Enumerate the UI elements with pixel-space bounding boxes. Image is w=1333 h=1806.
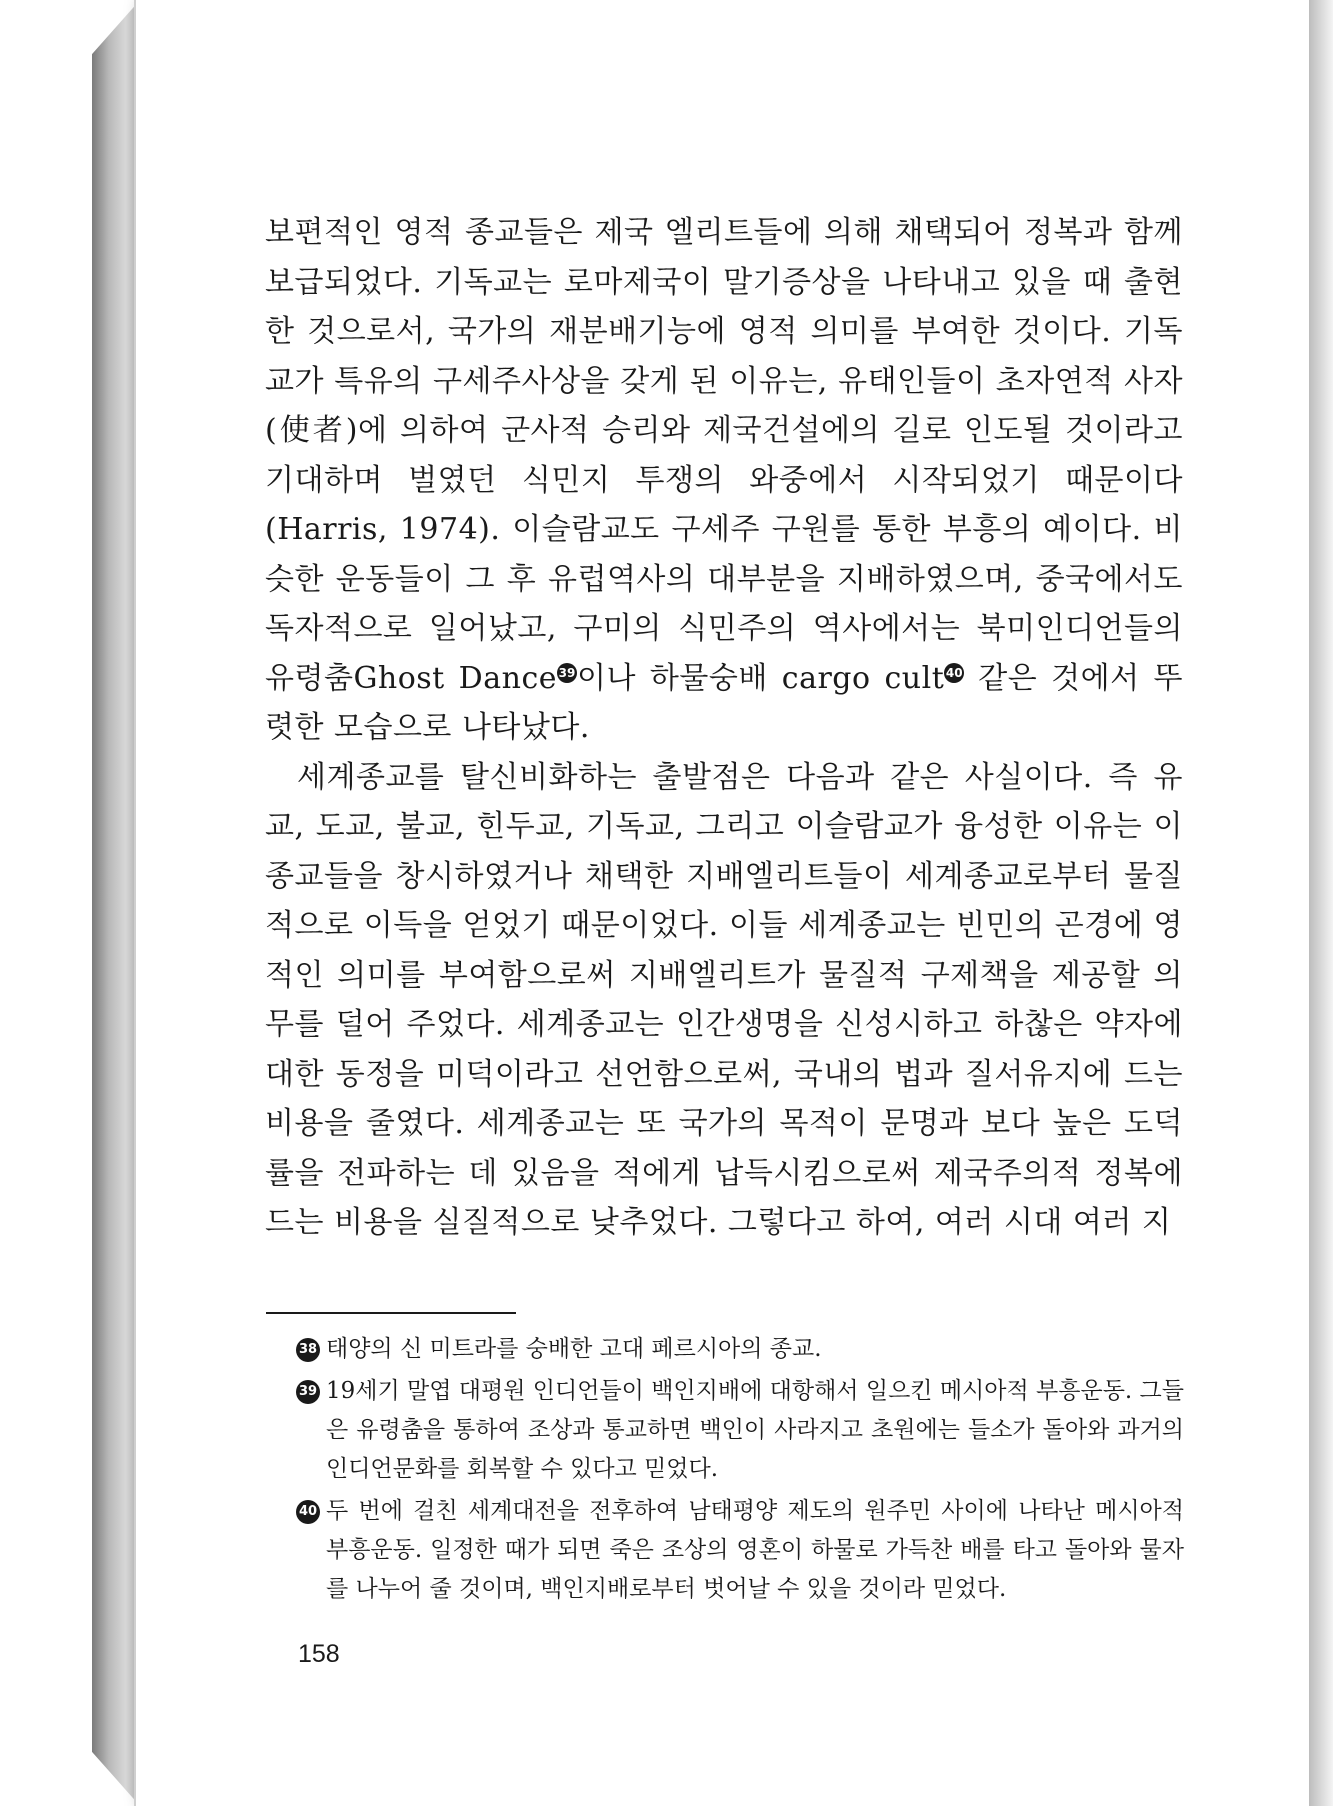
footnote-text: 태양의 신 미트라를 숭배한 고대 페르시아의 종교. (326, 1336, 822, 1362)
paragraph-1-text-b: 이나 하물숭배 cargo cult (577, 660, 945, 696)
footnotes (296, 1330, 1184, 1612)
footnote-text: 19세기 말엽 대평원 인디언들이 백인지배에 대항해서 일으킨 메시아적 부흥운동. 그들은 유령춤을 통하여 조상과 통교하면 백인이 사라지고 초원에는 들소가 돌아와 과거의 인디언문화를 회복할 수 있다고 믿었다. (326, 1378, 1184, 1482)
paragraph-1-text-a: 보편적인 영적 종교들은 제국 엘리트들에 의해 채택되어 정복과 함께 보급되었다. 기독교는 로마제국이 말기증상을 나타내고 있을 때 출현한 것으로서, 국가의 재분배기능에 영적 의미를 부여한 것이다. 기독교가 특유의 구세주사상을 갖게 된 이유는, 유태인들이 초자연적 사자(使者)에 의하여 군사적 승리와 제국건설에의 길로 인도될 것이라고 기대하며 벌였던 식민지 투쟁의 와중에서 시작되었기 때문이다(Harris, 1974). 이슬람교도 구세주 구원를 통한 부흥의 예이다. 비슷한 운동들이 그 후 유럽역사의 대부분을 지배하였으며, 중국에서도 독자적으로 일어났고, 구미의 식민주의 역사에서는 북미인디언들의 유령춤Ghost Dance (265, 215, 1183, 696)
footnote-39 (296, 1372, 1184, 1489)
footnote-number: 38 (296, 1338, 320, 1362)
book-spine (92, 0, 140, 1806)
footnote-text: 두 번에 걸친 세계대전을 전후하여 남태평양 제도의 원주민 사이에 나타난 메시아적 부흥운동. 일정한 때가 되면 죽은 조상의 영혼이 하물로 가득찬 배를 타고 돌아와 물자를 나누어 줄 것이며, 백인지배로부터 벗어날 수 있을 것이라 믿었다. (326, 1498, 1184, 1602)
page-edge-shadow (1309, 0, 1333, 1806)
footnote-number: 39 (296, 1380, 320, 1404)
page-number: 158 (298, 1640, 340, 1668)
body-text (265, 208, 1183, 1248)
footnote-divider (266, 1312, 516, 1314)
paragraph-1 (265, 208, 1183, 753)
footnote-40 (296, 1492, 1184, 1609)
footnote-ref-40: 40 (944, 663, 964, 683)
footnote-number: 40 (296, 1500, 320, 1524)
paragraph-2-text: 세계종교를 탈신비화하는 출발점은 다음과 같은 사실이다. 즉 유교, 도교, 불교, 힌두교, 기독교, 그리고 이슬람교가 융성한 이유는 이 종교들을 창시하였거나 채택한 지배엘리트들이 세계종교로부터 물질적으로 이득을 얻었기 때문이었다. 이들 세계종교는 빈민의 곤경에 영적인 의미를 부여함으로써 지배엘리트가 물질적 구제책을 제공할 의무를 덜어 주었다. 세계종교는 인간생명을 신성시하고 하찮은 약자에 대한 동정을 미덕이라고 선언함으로써, 국내의 법과 질서유지에 드는 비용을 줄였다. 세계종교는 또 국가의 목적이 문명과 보다 높은 도덕률을 전파하는 데 있음을 적에게 납득시킴으로써 제국주의적 정복에 드는 비용을 실질적으로 낮추었다. 그렇다고 하여, 여러 시대 여러 지 (265, 759, 1183, 1240)
footnote-38 (296, 1330, 1184, 1369)
paragraph-1-text-c: 같은 것에서 뚜렷한 모습으로 나타났다. (265, 660, 1183, 745)
paragraph-2 (265, 753, 1183, 1248)
footnote-ref-39: 39 (557, 663, 577, 683)
